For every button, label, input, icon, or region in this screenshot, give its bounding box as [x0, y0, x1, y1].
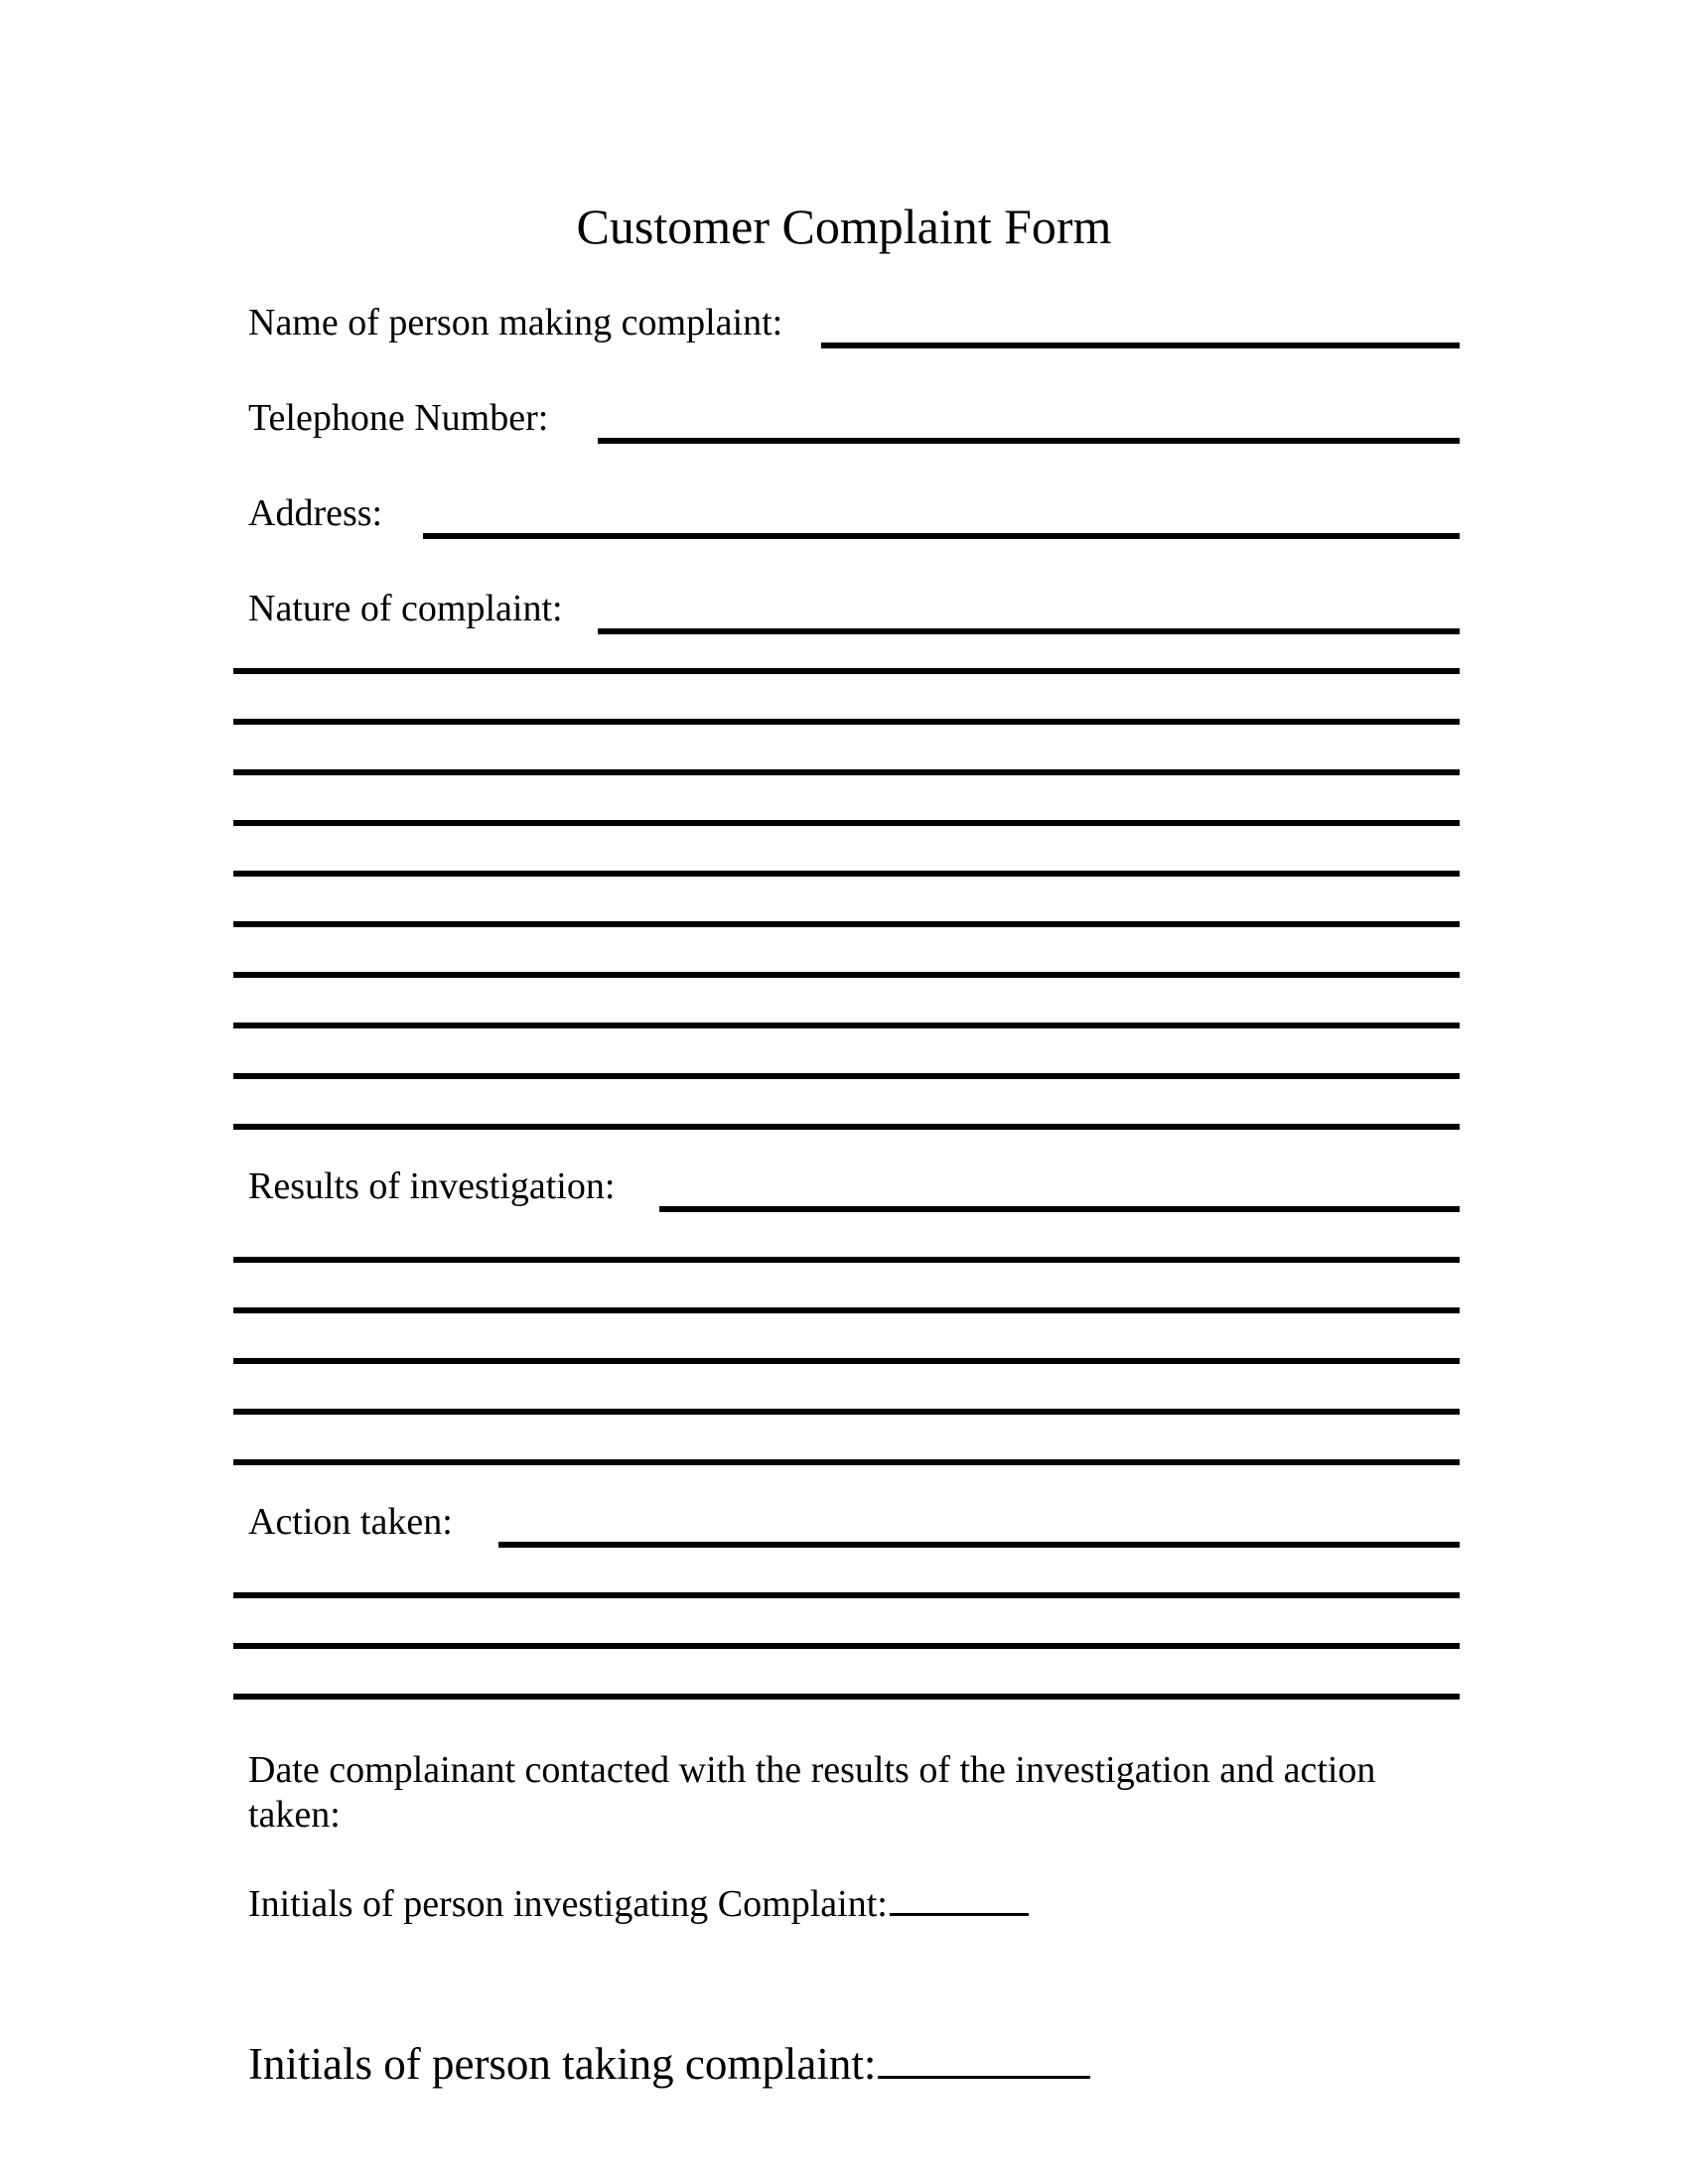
action-label: Action taken:	[248, 1501, 453, 1543]
name-field[interactable]	[821, 342, 1460, 348]
initials-investigating-field[interactable]	[890, 1912, 1029, 1916]
nature-line[interactable]	[233, 769, 1460, 775]
nature-line[interactable]	[233, 972, 1460, 978]
address-field[interactable]	[423, 533, 1460, 539]
results-label: Results of investigation:	[248, 1165, 616, 1207]
nature-line[interactable]	[233, 871, 1460, 877]
action-field[interactable]	[498, 1542, 1460, 1548]
date-contacted-line-1: Date complainant contacted with the results of the investigation and action	[248, 1749, 1376, 1791]
nature-line[interactable]	[233, 921, 1460, 927]
nature-line[interactable]	[233, 1023, 1460, 1028]
action-line[interactable]	[233, 1643, 1460, 1649]
results-line[interactable]	[233, 1257, 1460, 1263]
action-line[interactable]	[233, 1592, 1460, 1598]
initials-taking-label: Initials of person taking complaint:	[248, 2039, 877, 2089]
name-label: Name of person making complaint:	[248, 302, 783, 343]
initials-investigating-label: Initials of person investigating Complaint:	[248, 1883, 888, 1925]
page-title: Customer Complaint Form	[576, 199, 1112, 254]
address-label: Address:	[248, 492, 383, 534]
nature-field[interactable]	[598, 628, 1460, 634]
initials-investigating-row	[248, 1881, 1029, 1927]
date-contacted-line-2: taken:	[248, 1794, 341, 1836]
action-line[interactable]	[233, 1694, 1460, 1700]
initials-taking-row	[248, 2037, 1090, 2091]
telephone-label: Telephone Number:	[248, 397, 549, 439]
results-line[interactable]	[233, 1307, 1460, 1313]
results-field[interactable]	[659, 1206, 1460, 1212]
results-line[interactable]	[233, 1459, 1460, 1465]
initials-taking-field[interactable]	[878, 2075, 1090, 2079]
results-line[interactable]	[233, 1358, 1460, 1364]
nature-line[interactable]	[233, 668, 1460, 674]
nature-line[interactable]	[233, 1073, 1460, 1079]
nature-line[interactable]	[233, 820, 1460, 826]
telephone-field[interactable]	[598, 438, 1460, 444]
results-line[interactable]	[233, 1409, 1460, 1415]
nature-line[interactable]	[233, 719, 1460, 725]
nature-line[interactable]	[233, 1124, 1460, 1130]
nature-label: Nature of complaint:	[248, 588, 563, 629]
